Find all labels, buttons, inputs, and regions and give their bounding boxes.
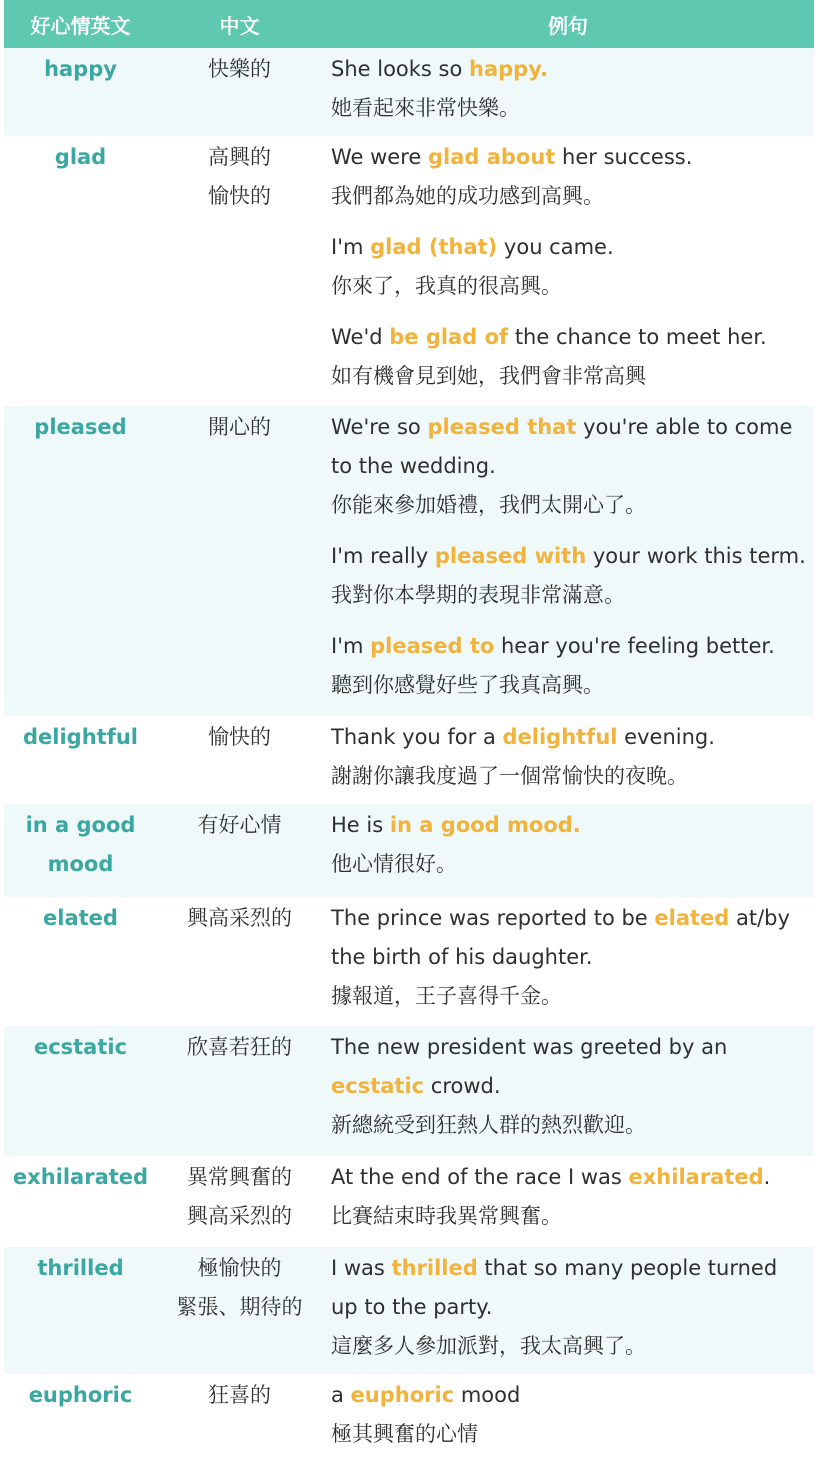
sentence-text: you're able to come to the wedding. <box>331 415 793 478</box>
chinese-meaning-line: 愉快的 <box>208 725 271 749</box>
example-sentences <box>322 1374 814 1463</box>
example-sentences <box>322 406 814 716</box>
sentence-text: your work this term. <box>586 544 806 568</box>
english-sentence <box>331 1158 810 1197</box>
sentence-text: crowd. <box>424 1074 501 1098</box>
header-english-word: 好心情英文 <box>4 0 157 48</box>
example-block <box>331 537 810 627</box>
sentence-text: Thank you for a <box>331 725 503 749</box>
chinese-meaning-line: 異常興奮的 <box>187 1165 292 1189</box>
sentence-text: I was <box>331 1256 392 1280</box>
chinese-translation: 我對你本學期的表現非常滿意。 <box>331 583 625 607</box>
highlight-phrase: pleased to <box>370 634 495 658</box>
example-sentences <box>322 48 814 136</box>
chinese-meaning-line: 高興的 <box>208 145 271 169</box>
example-block <box>331 1376 810 1462</box>
english-sentence <box>331 50 810 89</box>
sentence-text: hear you're feeling better. <box>494 634 775 658</box>
english-sentence <box>331 806 810 845</box>
chinese-meaning-line: 狂喜的 <box>208 1383 271 1407</box>
english-sentence <box>331 627 810 666</box>
sentence-text: . <box>763 1165 771 1189</box>
english-word: happy <box>4 48 157 136</box>
chinese-meaning-line: 快樂的 <box>208 57 271 81</box>
chinese-meaning <box>157 716 322 804</box>
sentence-text: We'd <box>331 325 390 349</box>
chinese-meaning-line: 愉快的 <box>208 184 271 208</box>
highlight-phrase: thrilled <box>391 1256 478 1280</box>
header-chinese: 中文 <box>157 0 322 48</box>
highlight-phrase: pleased with <box>434 544 587 568</box>
example-block <box>331 806 810 892</box>
sentence-text: I'm really <box>331 544 435 568</box>
chinese-translation: 謝謝你讓我度過了一個常愉快的夜晚。 <box>331 764 688 788</box>
example-block <box>331 1249 810 1374</box>
chinese-meaning-line: 有好心情 <box>197 813 282 837</box>
chinese-meaning <box>157 1156 322 1247</box>
example-sentences <box>322 1247 814 1374</box>
example-sentences <box>322 1156 814 1247</box>
table-row <box>4 897 814 1026</box>
english-word: exhilarated <box>4 1156 157 1247</box>
chinese-translation: 她看起來非常快樂。 <box>331 96 520 120</box>
table-row <box>4 1026 814 1156</box>
chinese-translation: 極其興奮的心情 <box>331 1422 478 1446</box>
table-row <box>4 48 814 136</box>
example-block <box>331 138 810 228</box>
example-block <box>331 1028 810 1153</box>
chinese-meaning <box>157 804 322 897</box>
chinese-translation: 比賽結束時我異常興奮。 <box>331 1204 562 1228</box>
chinese-translation: 新總統受到狂熱人群的熱烈歡迎。 <box>331 1113 646 1137</box>
example-block <box>331 50 810 136</box>
english-word: pleased <box>4 406 157 716</box>
english-sentence <box>331 537 810 576</box>
english-sentence <box>331 1249 810 1327</box>
sentence-text: He is <box>331 813 390 837</box>
sentence-text: the chance to meet her. <box>508 325 767 349</box>
sentence-text: her success. <box>555 145 693 169</box>
english-word: elated <box>4 897 157 1026</box>
example-sentences <box>322 897 814 1026</box>
english-word: glad <box>4 136 157 406</box>
vocabulary-table <box>4 0 814 1463</box>
example-sentences <box>322 804 814 897</box>
example-block <box>331 228 810 318</box>
example-sentences <box>322 716 814 804</box>
example-sentences <box>322 1026 814 1156</box>
table-row <box>4 716 814 804</box>
sentence-text: The new president was greeted by an <box>331 1035 728 1059</box>
chinese-translation: 他心情很好。 <box>331 852 457 876</box>
chinese-meaning-line: 開心的 <box>208 415 271 439</box>
sentence-text: mood <box>454 1383 521 1407</box>
table-row <box>4 136 814 406</box>
english-sentence <box>331 228 810 267</box>
chinese-translation: 聽到你感覺好些了我真高興。 <box>331 673 604 697</box>
table-row <box>4 1247 814 1374</box>
english-word: delightful <box>4 716 157 804</box>
sentence-text: She looks so <box>331 57 470 81</box>
sentence-text: a <box>331 1383 351 1407</box>
highlight-phrase: exhilarated <box>628 1165 764 1189</box>
english-word: ecstatic <box>4 1026 157 1156</box>
chinese-translation: 你能來參加婚禮，我們太開心了。 <box>331 493 646 517</box>
chinese-meaning <box>157 897 322 1026</box>
table-row <box>4 804 814 897</box>
english-sentence <box>331 318 810 357</box>
table-body <box>4 48 814 1463</box>
highlight-phrase: pleased that <box>427 415 577 439</box>
example-sentences <box>322 136 814 406</box>
example-block <box>331 627 810 713</box>
chinese-translation: 這麼多人參加派對，我太高興了。 <box>331 1334 646 1358</box>
table-row <box>4 1374 814 1463</box>
sentence-text: I'm <box>331 634 371 658</box>
highlight-phrase: glad (that) <box>370 235 498 259</box>
chinese-translation: 如有機會見到她，我們會非常高興 <box>331 364 646 388</box>
sentence-text: I'm <box>331 235 371 259</box>
chinese-translation: 你來了，我真的很高興。 <box>331 274 562 298</box>
highlight-phrase: delightful <box>502 725 618 749</box>
chinese-translation: 我們都為她的成功感到高興。 <box>331 184 604 208</box>
header-example-sentence: 例句 <box>322 0 814 48</box>
example-block <box>331 1158 810 1244</box>
sentence-text: The prince was reported to be <box>331 906 655 930</box>
chinese-meaning-line: 興高采烈的 <box>187 906 292 930</box>
table-row <box>4 1156 814 1247</box>
sentence-text: at/by the birth of his daughter. <box>331 906 790 969</box>
highlight-phrase: glad about <box>428 145 556 169</box>
header-row <box>4 0 814 48</box>
chinese-meaning <box>157 1247 322 1374</box>
english-sentence <box>331 1028 810 1106</box>
english-word: thrilled <box>4 1247 157 1374</box>
sentence-text: you came. <box>497 235 614 259</box>
chinese-meaning <box>157 406 322 716</box>
sentence-text: We're so <box>331 415 428 439</box>
sentence-text: We were <box>331 145 428 169</box>
example-block <box>331 408 810 537</box>
chinese-meaning-line: 極愉快的 <box>197 1256 282 1280</box>
english-word: euphoric <box>4 1374 157 1463</box>
example-block <box>331 899 810 1024</box>
sentence-text: evening. <box>617 725 715 749</box>
english-sentence <box>331 408 810 486</box>
sentence-text: At the end of the race I was <box>331 1165 629 1189</box>
chinese-meaning <box>157 48 322 136</box>
example-block <box>331 718 810 804</box>
chinese-translation: 據報道，王子喜得千金。 <box>331 984 562 1008</box>
highlight-phrase: be glad of <box>389 325 509 349</box>
chinese-meaning <box>157 1374 322 1463</box>
chinese-meaning-line: 興高采烈的 <box>187 1204 292 1228</box>
english-sentence <box>331 138 810 177</box>
english-word: in a good mood <box>4 804 157 897</box>
table-row <box>4 406 814 716</box>
highlight-phrase: in a good mood. <box>389 813 581 837</box>
english-sentence <box>331 1376 810 1415</box>
highlight-phrase: happy. <box>469 57 548 81</box>
english-sentence <box>331 899 810 977</box>
chinese-meaning-line: 緊張、期待的 <box>176 1295 303 1319</box>
chinese-meaning-line: 欣喜若狂的 <box>187 1035 292 1059</box>
english-sentence <box>331 718 810 757</box>
chinese-meaning <box>157 136 322 406</box>
highlight-phrase: euphoric <box>350 1383 455 1407</box>
chinese-meaning <box>157 1026 322 1156</box>
highlight-phrase: ecstatic <box>331 1074 425 1098</box>
highlight-phrase: elated <box>654 906 730 930</box>
sentence-text: that so many people turned up to the party. <box>331 1256 778 1319</box>
example-block <box>331 318 810 404</box>
